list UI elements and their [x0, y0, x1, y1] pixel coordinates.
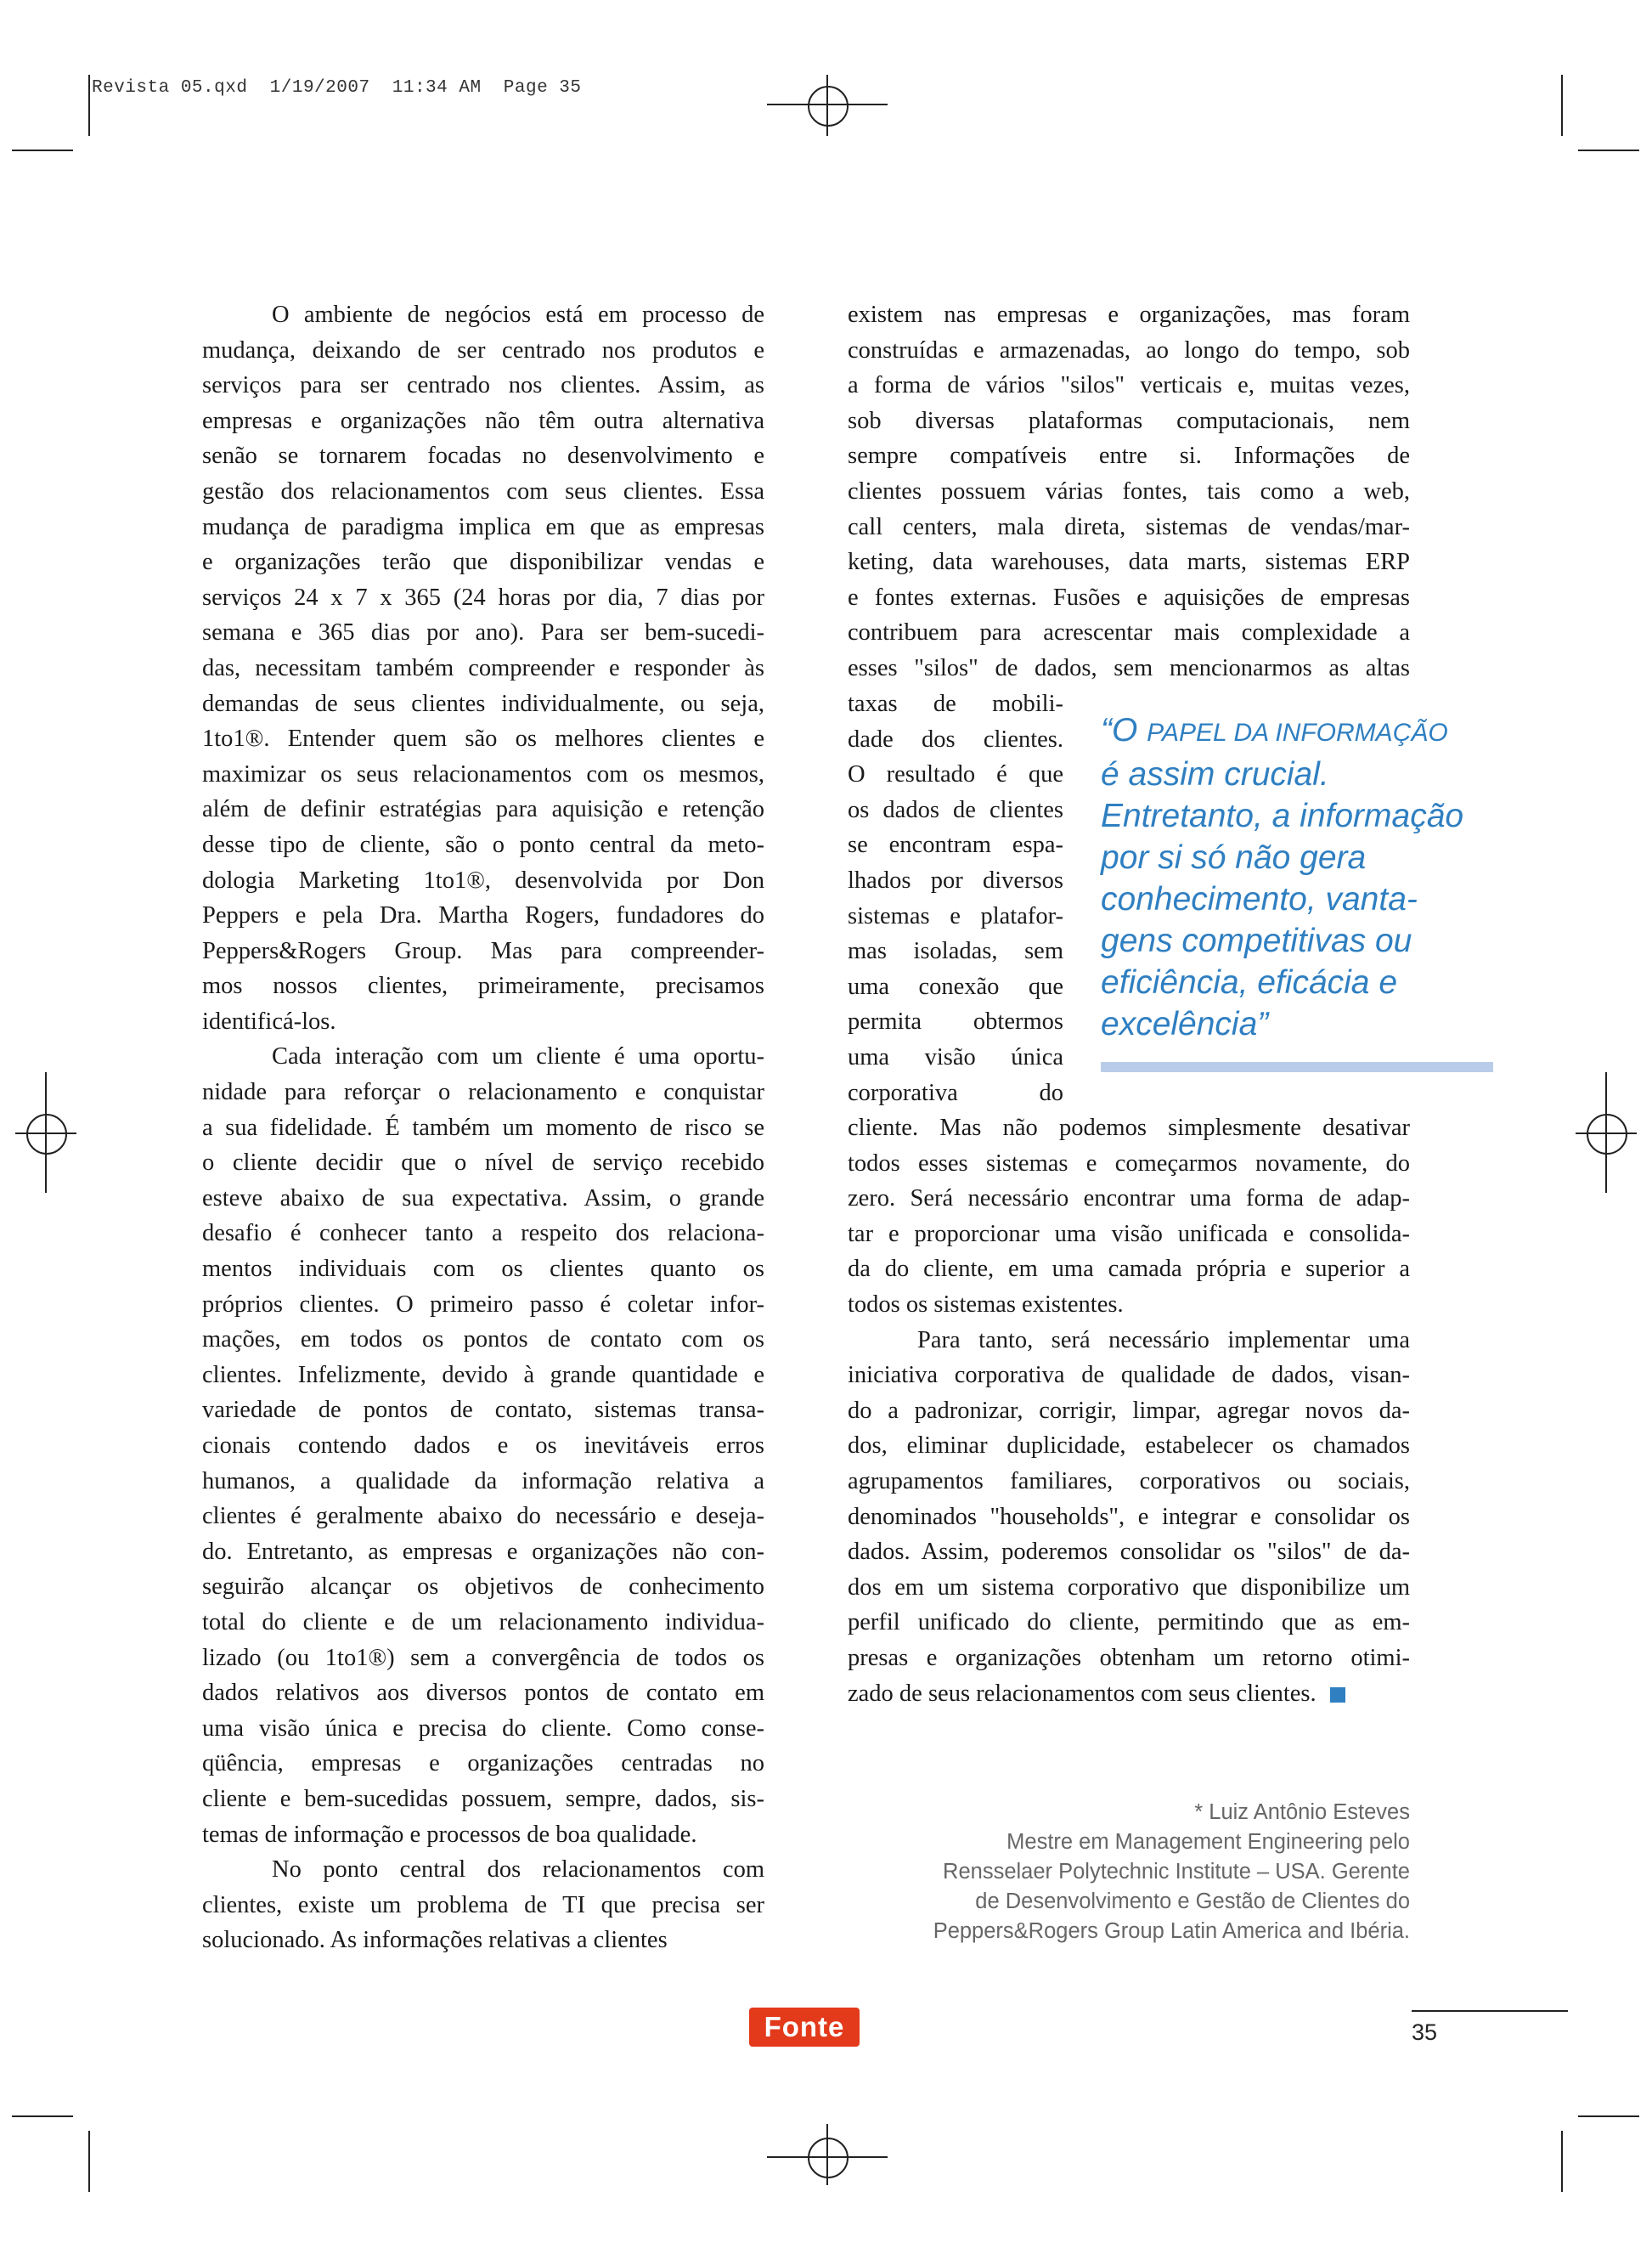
- text-line: maximizar os seus relacionamentos com os mesmos,: [202, 760, 764, 788]
- text-line: mas isoladas, sem: [848, 938, 1063, 965]
- text-line: mudança de paradigma implica em que as empresas: [202, 513, 764, 540]
- text-line: Cada interação com um cliente é uma oportu-: [272, 1043, 764, 1070]
- text-line: dos, eliminar duplicidade, estabelecer os chamados: [848, 1432, 1410, 1460]
- crop-mark: [1561, 75, 1563, 136]
- text-line: construídas e armazenadas, ao longo do tempo, sob: [848, 336, 1410, 364]
- text-line: cliente. Mas não podemos simplesmente desativar: [848, 1115, 1410, 1141]
- text-line: mações, em todos os pontos de contato com os: [202, 1326, 764, 1353]
- left-text-column: [202, 297, 764, 1958]
- text-line: empresas e organizações não têm outra alternativa: [202, 407, 764, 434]
- text-line: semana e 365 dias por ano). Para ser bem-sucedi-: [202, 619, 764, 647]
- pull-quote-line: excelência”: [1101, 1006, 1269, 1042]
- author-bio-line: Peppers&Rogers Group Latin America and Ibéria.: [933, 1919, 1410, 1943]
- text-line: senão se tornarem focadas no desenvolvimento e: [202, 443, 764, 470]
- text-line: todos esses sistemas e começarmos novamente, do: [848, 1149, 1410, 1177]
- registration-mark-circle: [808, 86, 849, 127]
- pull-quote-line: conhecimento, vanta-: [1101, 881, 1418, 918]
- text-line: nidade para reforçar o relacionamento e conquistar: [202, 1079, 764, 1106]
- page-number: 35: [1412, 2019, 1438, 2045]
- text-line: 1to1®. Entender quem são os melhores clientes e: [202, 726, 764, 753]
- text-line: Peppers&Rogers Group. Mas para compreender-: [202, 937, 764, 964]
- right-text-column-narrow: [848, 686, 1063, 1110]
- text-line: serviços para ser centrado nos clientes. Assim, as: [202, 372, 764, 399]
- text-line: taxas de mobili-: [848, 691, 1063, 717]
- text-line: perfil unificado do cliente, permitindo que as em-: [848, 1609, 1410, 1636]
- author-bio-line: Rensselaer Polytechnic Institute – USA. Gerente: [943, 1860, 1410, 1884]
- pull-quote-smallcaps: PAPEL DA INFORMAÇÃO: [1147, 719, 1448, 747]
- text-line: a sua fidelidade. É também um momento de risco se: [202, 1114, 764, 1141]
- crop-mark: [88, 75, 90, 136]
- fonte-logo: [749, 2008, 860, 2047]
- text-line: todos os sistemas existentes.: [848, 1291, 1124, 1318]
- text-line: dologia Marketing 1to1®, desenvolvida por Don: [202, 867, 764, 894]
- crop-mark: [12, 2115, 73, 2117]
- text-line: sempre compatíveis entre si. Informações de: [848, 443, 1410, 470]
- text-line: agrupamentos familiares, corporativos ou sociais,: [848, 1467, 1410, 1494]
- pull-quote-line: Entretanto, a informação: [1101, 798, 1464, 834]
- text-line: do. Entretanto, as empresas e organizações não con-: [202, 1538, 764, 1565]
- text-line: dos em um sistema corporativo que disponibilize um: [848, 1573, 1410, 1601]
- text-line: e organizações terão que disponibilizar vendas e: [202, 549, 764, 576]
- paragraph: [848, 1323, 1410, 1712]
- text-line: uma conexão que: [848, 973, 1063, 1000]
- text-line: Para tanto, será necessário implementar uma: [917, 1326, 1410, 1353]
- author-bio-line: de Desenvolvimento e Gestão de Clientes do: [975, 1889, 1410, 1913]
- text-line: zado de seus relacionamentos com seus clientes.: [848, 1676, 1410, 1712]
- text-line: total do cliente e de um relacionamento individua-: [202, 1608, 764, 1635]
- text-line: do a padronizar, corrigir, limpar, agregar novos da-: [848, 1397, 1410, 1424]
- text-line: uma visão única: [848, 1043, 1063, 1070]
- text-line: tar e proporcionar uma visão unificada e consolida-: [848, 1220, 1410, 1247]
- pull-quote: [1101, 709, 1500, 1045]
- file-slug: Revista 05.qxd 1/19/2007 11:34 AM Page 35: [92, 78, 582, 98]
- paragraph: [202, 1852, 764, 1958]
- text-line: clientes é geralmente abaixo do necessário e deseja-: [202, 1503, 764, 1530]
- text-line: No ponto central dos relacionamentos com: [272, 1856, 764, 1884]
- text-line: sistemas e platafor-: [848, 902, 1063, 929]
- text-line: zero. Será necessário encontrar uma forma de adap-: [848, 1185, 1410, 1212]
- text-line: dados. Assim, poderemos consolidar os "silos" de da-: [848, 1539, 1410, 1566]
- text-line: corporativa do: [848, 1079, 1063, 1106]
- crop-mark: [1578, 150, 1639, 151]
- text-line: mentos individuais com os clientes quanto os: [202, 1256, 764, 1283]
- pull-quote-line: eficiência, eficácia e: [1101, 964, 1398, 1001]
- registration-mark-circle: [26, 1114, 67, 1155]
- pull-quote-line: gens competitivas ou: [1101, 923, 1412, 959]
- paragraph: [848, 1110, 1410, 1323]
- paragraph: [202, 297, 764, 1039]
- text-line: seguirão alcançar os objetivos de conhecimento: [202, 1573, 764, 1601]
- text-line: solucionado. As informações relativas a clientes: [202, 1927, 668, 1954]
- text-line: da do cliente, em uma camada própria e superior a: [848, 1256, 1410, 1283]
- right-text-column-top: [848, 297, 1410, 686]
- text-line: esses "silos" de dados, sem mencionarmos as altas: [848, 654, 1410, 681]
- text-line: denominados "households", e integrar e consolidar os: [848, 1503, 1410, 1530]
- text-line: clientes. Infelizmente, devido à grande quantidade e: [202, 1361, 764, 1388]
- text-line: os dados de clientes: [848, 796, 1063, 823]
- text-line: e fontes externas. Fusões e aquisições de empresas: [848, 584, 1410, 611]
- text-line: das, necessitam também compreender e responder às: [202, 654, 764, 681]
- text-line: lizado (ou 1to1®) sem a convergência de todos os: [202, 1644, 764, 1671]
- text-line: presas e organizações obtenham um retorno otimi-: [848, 1644, 1410, 1671]
- text-line: desafio é conhecer tanto a respeito dos relaciona-: [202, 1220, 764, 1247]
- text-line: sob diversas plataformas computacionais, nem: [848, 407, 1410, 434]
- pull-quote-lead: “O: [1101, 712, 1147, 748]
- registration-mark-circle: [1587, 1114, 1627, 1155]
- text-line: temas de informação e processos de boa qualidade.: [202, 1821, 697, 1848]
- text-line: dade dos clientes.: [848, 726, 1063, 753]
- registration-mark-circle: [808, 2138, 849, 2178]
- text-line: cionais contendo dados e os inevitáveis erros: [202, 1432, 764, 1459]
- text-line: humanos, a qualidade da informação relativa a: [202, 1467, 764, 1494]
- text-line: desse tipo de cliente, são o ponto central da meto-: [202, 831, 764, 858]
- text-line: além de definir estratégias para aquisição e retenção: [202, 796, 764, 823]
- author-name: * Luiz Antônio Esteves: [1194, 1800, 1410, 1824]
- crop-mark: [1578, 2115, 1639, 2117]
- crop-mark: [88, 2131, 90, 2192]
- text-line: O resultado é que: [848, 761, 1063, 788]
- text-line: clientes possuem várias fontes, tais como a web,: [848, 477, 1410, 505]
- text-line: esteve abaixo de sua expectativa. Assim, o grande: [202, 1184, 764, 1212]
- author-bio: [815, 1798, 1410, 1946]
- text-line: o cliente decidir que o nível de serviço recebido: [202, 1149, 764, 1177]
- pull-quote-line: por si só não gera: [1101, 839, 1367, 876]
- text-line: uma visão única e precisa do cliente. Como conse-: [202, 1714, 764, 1742]
- text-line: serviços 24 x 7 x 365 (24 horas por dia, 7 dias por: [202, 584, 764, 611]
- crop-mark: [1561, 2131, 1563, 2192]
- right-text-column-bottom: [848, 1110, 1410, 1711]
- text-line: existem nas empresas e organizações, mas foram: [848, 302, 1410, 328]
- author-bio-line: Mestre em Management Engineering pelo: [1006, 1830, 1410, 1854]
- text-line: próprios clientes. O primeiro passo é coletar infor-: [202, 1291, 764, 1318]
- text-line: clientes, existe um problema de TI que precisa ser: [202, 1891, 764, 1918]
- text-line: permita obtermos: [848, 1008, 1063, 1036]
- text-line: a forma de vários "silos" verticais e, muitas vezes,: [848, 372, 1410, 399]
- text-line: iniciativa corporativa de qualidade de dados, visan-: [848, 1362, 1410, 1389]
- text-line: keting, data warehouses, data marts, sistemas ERP: [848, 549, 1410, 576]
- text-line: mudança, deixando de ser centrado nos produtos e: [202, 336, 764, 364]
- text-line: contribuem para acrescentar mais complexidade a: [848, 619, 1410, 647]
- text-line: dados relativos aos diversos pontos de contato em: [202, 1680, 764, 1707]
- text-line: call centers, mala direta, sistemas de vendas/mar-: [848, 513, 1410, 540]
- crop-mark: [12, 150, 73, 151]
- pull-quote-rule: [1101, 1062, 1493, 1072]
- page-number-rule: [1412, 2010, 1568, 2012]
- text-line: gestão dos relacionamentos com seus clientes. Essa: [202, 477, 764, 505]
- paragraph: [202, 1039, 764, 1852]
- pull-quote-line: é assim crucial.: [1101, 756, 1329, 793]
- text-line: identificá-los.: [202, 1008, 336, 1035]
- text-line: se encontram espa-: [848, 832, 1063, 859]
- text-line: variedade de pontos de contato, sistemas transa-: [202, 1397, 764, 1424]
- text-line: mos nossos clientes, primeiramente, precisamos: [202, 973, 764, 1000]
- text-line: lhados por diversos: [848, 867, 1063, 894]
- text-line: demandas de seus clientes individualmente, ou seja,: [202, 690, 764, 717]
- text-line: Peppers e pela Dra. Martha Rogers, fundadores do: [202, 902, 764, 929]
- text-line: qüência, empresas e organizações centradas no: [202, 1750, 764, 1777]
- text-line: cliente e bem-sucedidas possuem, sempre, dados, sis-: [202, 1785, 764, 1812]
- logo-text: Fonte: [764, 2011, 845, 2042]
- text-line: O ambiente de negócios está em processo de: [272, 302, 764, 328]
- end-of-article-square-icon: [1330, 1687, 1345, 1703]
